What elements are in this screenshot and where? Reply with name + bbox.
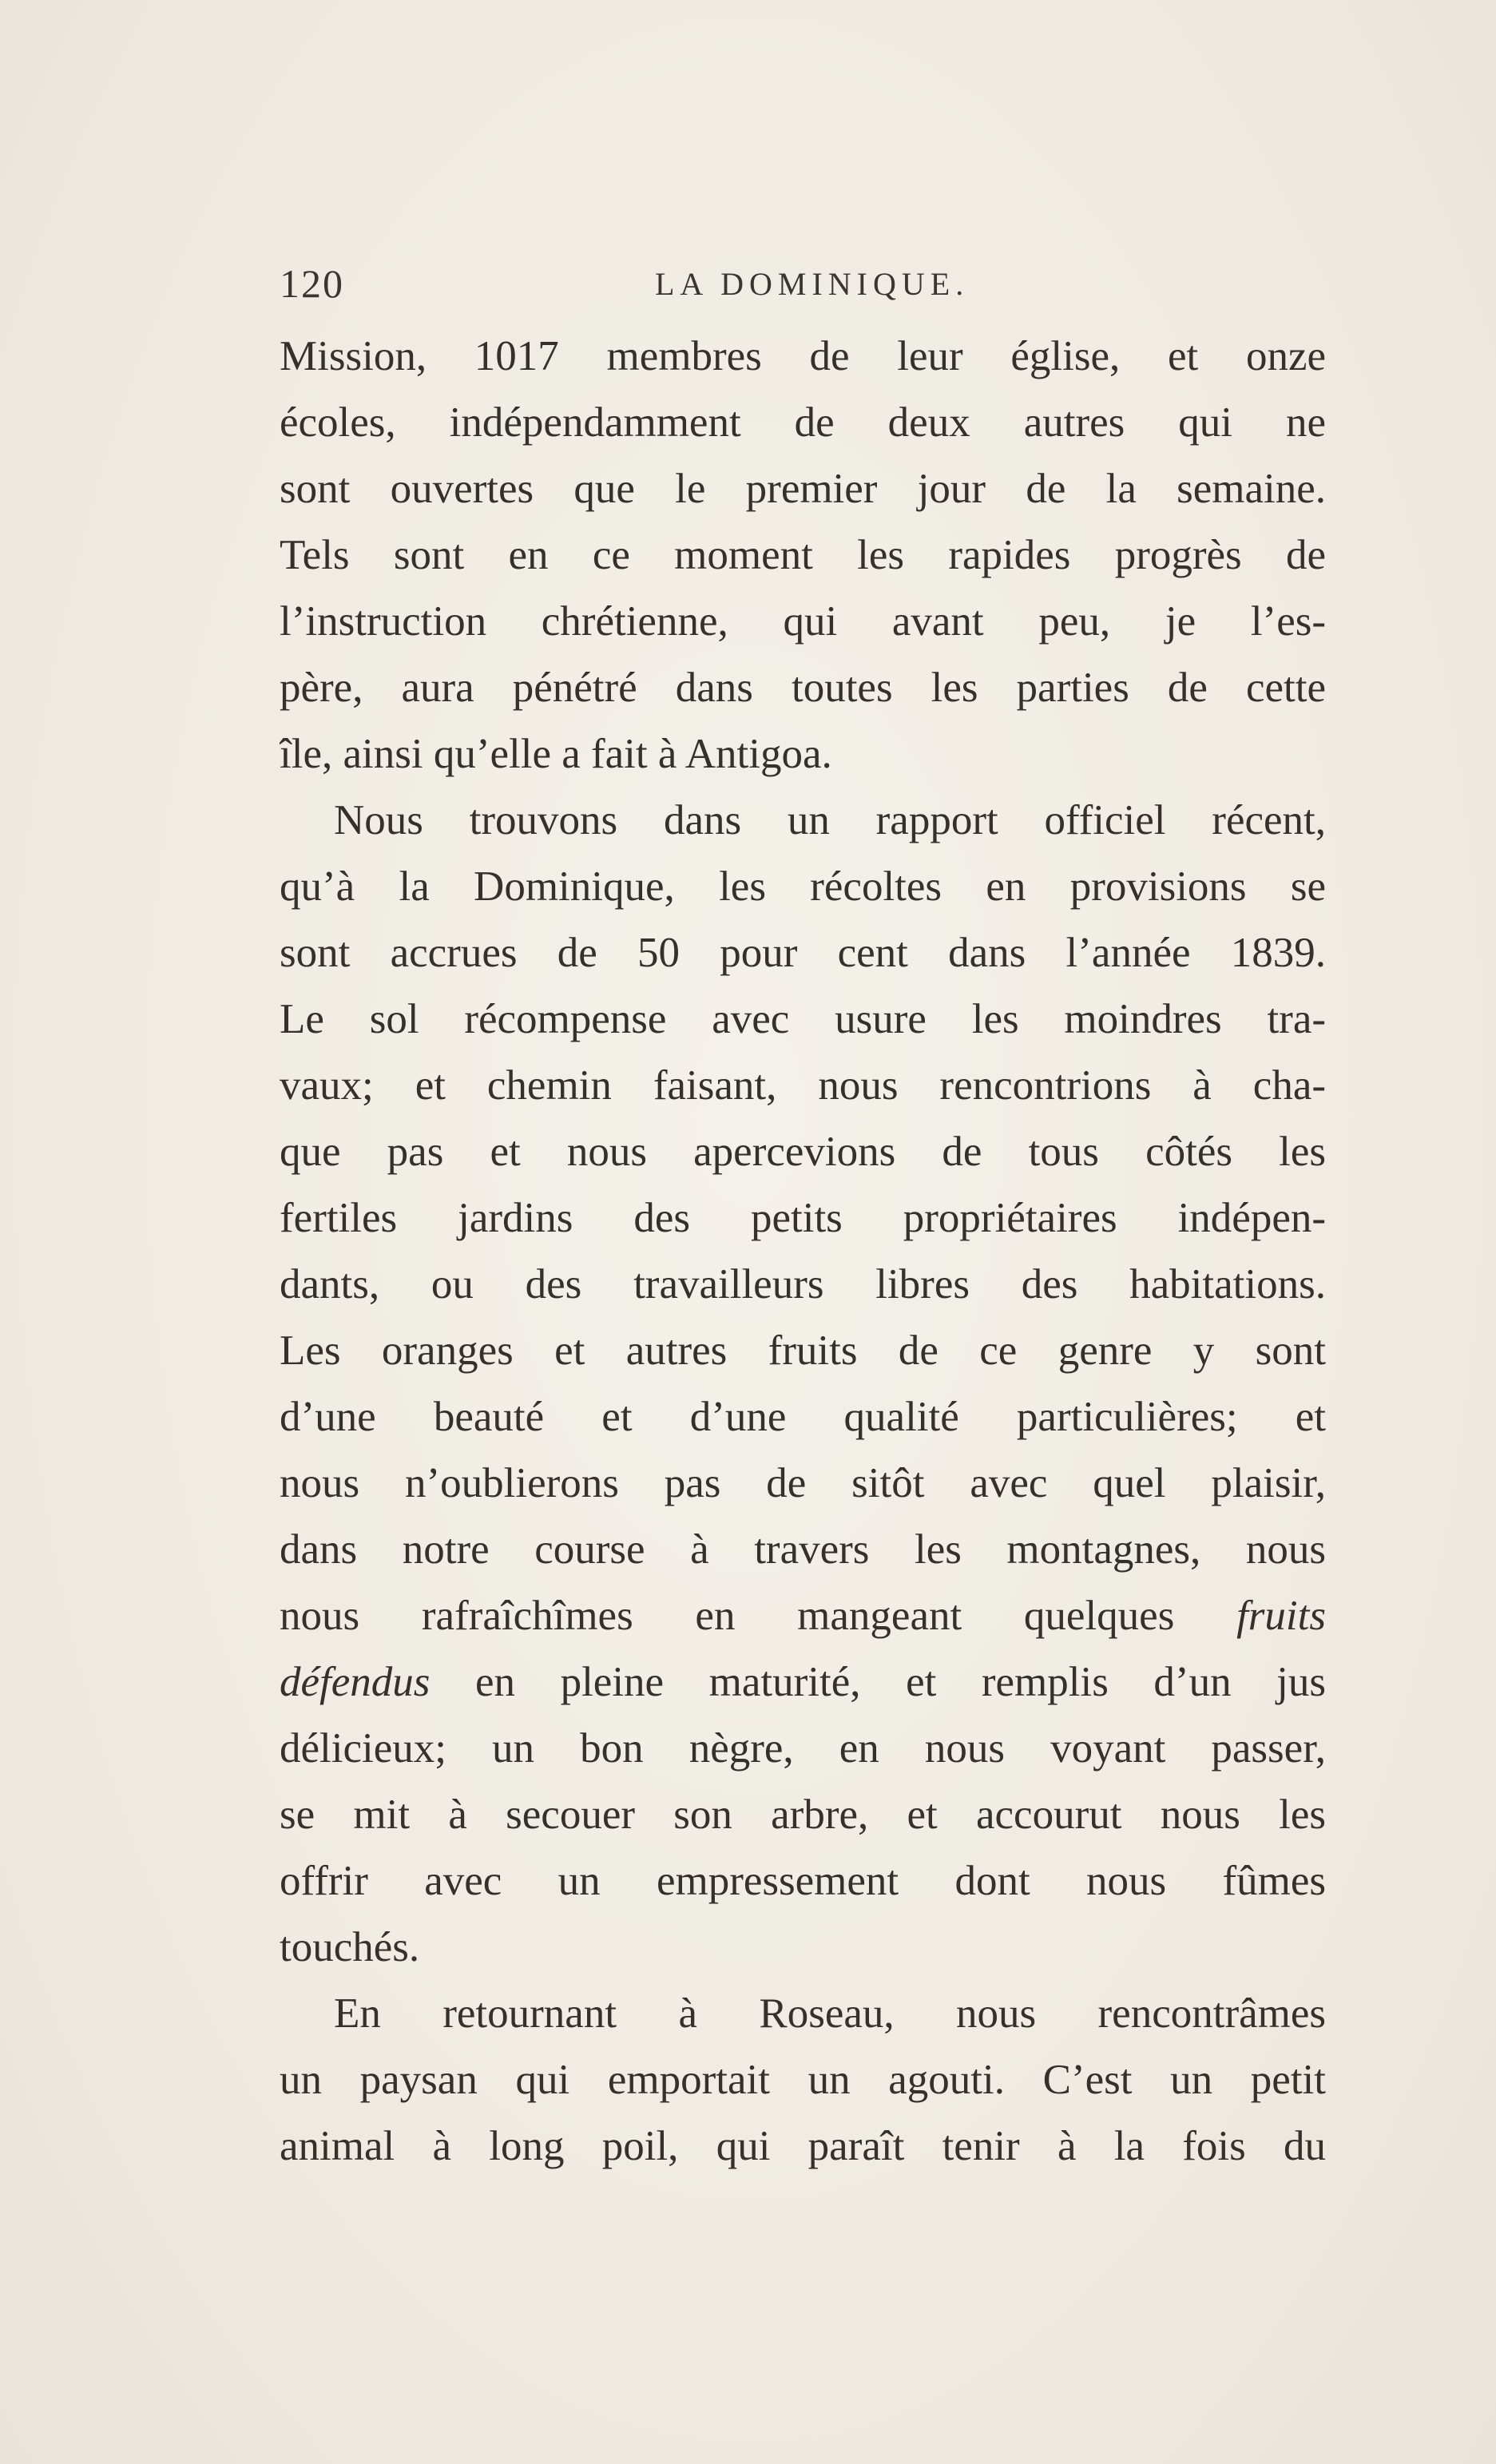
italic-text: défendus [280, 1659, 431, 1705]
text-line: Les oranges et autres fruits de ce genre y sont [280, 1327, 1326, 1374]
text-line: touchés. [280, 1924, 420, 1970]
text-segment: en pleine maturité, et remplis d’un jus [474, 1659, 1326, 1705]
text-line-mixed [280, 1583, 1326, 1649]
text-line: Mission, 1017 membres de leur église, et onze [280, 333, 1326, 379]
text-line: sont ouvertes que le premier jour de la semaine. [280, 466, 1326, 512]
text-line: un paysan qui emportait un agouti. C’est un petit [280, 2057, 1326, 2103]
text-line: fertiles jardins des petits propriétaires indépen- [280, 1195, 1326, 1241]
text-line-mixed [280, 1649, 1326, 1716]
text-segment: nous rafraîchîmes en mangeant quelques [280, 1593, 1175, 1639]
text-line: écoles, indépendamment de deux autres qui ne [280, 399, 1326, 446]
text-line: que pas et nous apercevions de tous côtés les [280, 1129, 1326, 1175]
body-text [280, 323, 1326, 2180]
text-line: dans notre course à travers les montagnes, nous [280, 1526, 1326, 1573]
page-number: 120 [280, 261, 344, 306]
text-line: Le sol récompense avec usure les moindres tra- [280, 996, 1326, 1042]
text-line: l’instruction chrétienne, qui avant peu, je l’es- [280, 598, 1326, 645]
text-line: sont accrues de 50 pour cent dans l’année 1839. [280, 930, 1326, 976]
text-line: se mit à secouer son arbre, et accourut nous les [280, 1791, 1326, 1838]
text-line: père, aura pénétré dans toutes les parties de cette [280, 665, 1326, 711]
text-line: nous n’oublierons pas de sitôt avec quel plaisir, [280, 1460, 1326, 1506]
page-header [280, 260, 1358, 308]
running-title: LA DOMINIQUE. [655, 266, 970, 302]
text-line: île, ainsi qu’elle a fait à Antigoa. [280, 731, 832, 777]
text-line: Nous trouvons dans un rapport officiel récent, [334, 797, 1326, 843]
text-line: En retournant à Roseau, nous rencontrâmes [334, 1990, 1326, 2037]
text-line: animal à long poil, qui paraît tenir à la fois du [280, 2123, 1326, 2169]
text-line: d’une beauté et d’une qualité particulières; et [280, 1394, 1326, 1440]
text-line: vaux; et chemin faisant, nous rencontrions à cha- [280, 1062, 1326, 1109]
text-line: qu’à la Dominique, les récoltes en provisions se [280, 863, 1326, 910]
text-line: dants, ou des travailleurs libres des habitations. [280, 1261, 1326, 1307]
italic-text: fruits [1236, 1593, 1326, 1639]
text-line: Tels sont en ce moment les rapides progrès de [280, 532, 1326, 578]
text-line: offrir avec un empressement dont nous fûmes [280, 1858, 1326, 1904]
text-line: délicieux; un bon nègre, en nous voyant passer, [280, 1725, 1326, 1772]
